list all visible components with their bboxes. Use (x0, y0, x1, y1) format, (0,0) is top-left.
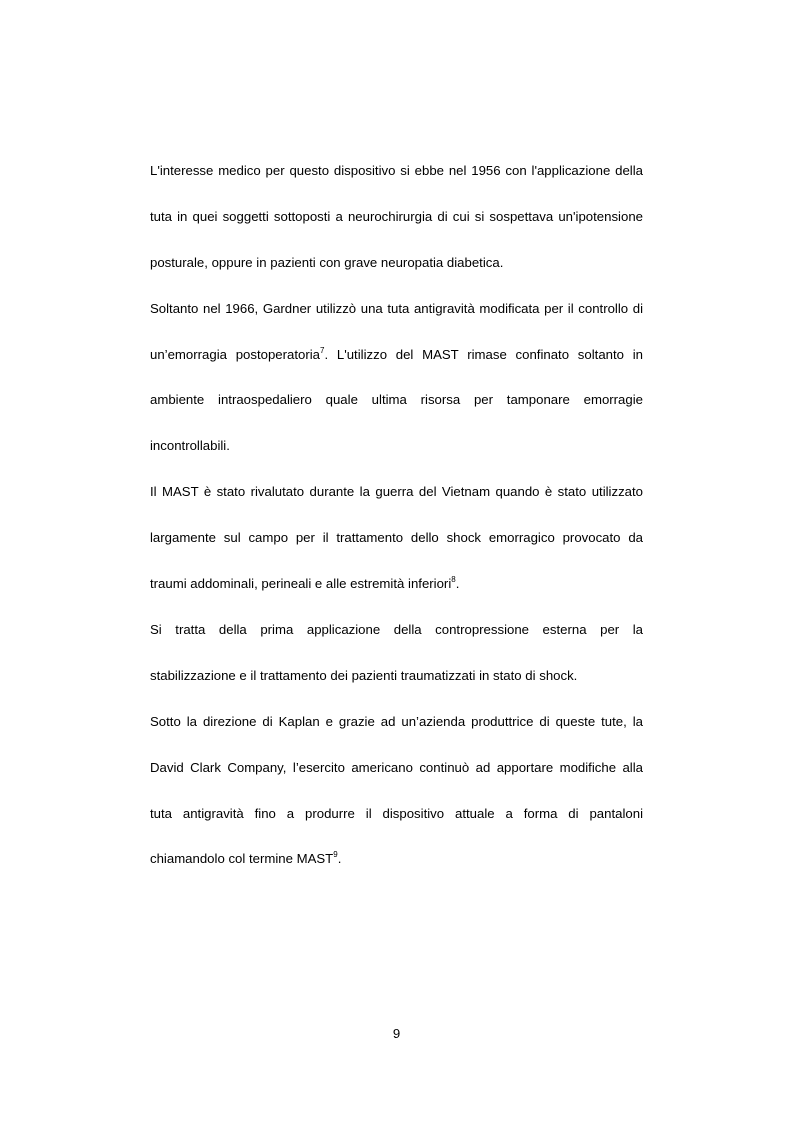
text-segment: . L'utilizzo del MAST rimase confinato soltanto in (324, 346, 643, 362)
text-segment: chiamandolo col termine MAST (150, 851, 334, 867)
paragraph-1 (150, 148, 643, 286)
text-line: tuta in quei soggetti sottoposti a neurochirurgia di cui si sospettava un'ipotensione (150, 208, 643, 224)
text-line (150, 561, 643, 607)
text-segment: traumi addominali, perineali e alle estremità inferiori (150, 576, 452, 592)
text-segment: . (337, 851, 342, 867)
text-line: largamente sul campo per il trattamento dello shock emorragico provocato da (150, 530, 643, 546)
footnote-ref-7[interactable]: 7 (320, 345, 325, 355)
paragraph-5 (150, 699, 643, 883)
text-line: stabilizzazione e il trattamento dei pazienti traumatizzati in stato di shock. (150, 667, 578, 683)
text-line: David Clark Company, l’esercito americano continuò ad apportare modifiche alla (150, 759, 643, 775)
text-line: Sotto la direzione di Kaplan e grazie ad un’azienda produttrice di queste tute, la (150, 713, 643, 729)
text-segment: . (455, 576, 460, 592)
text-line: Soltanto nel 1966, Gardner utilizzò una tuta antigravità modificata per il controllo di (150, 300, 643, 316)
paragraph-4 (150, 607, 643, 699)
paragraph-3 (150, 469, 643, 607)
text-line: tuta antigravità fino a produrre il dispositivo attuale a forma di pantaloni (150, 805, 643, 821)
text-segment: un’emorragia postoperatoria (150, 346, 321, 362)
text-line: Si tratta della prima applicazione della contropressione esterna per la (150, 621, 643, 637)
text-line (150, 836, 643, 882)
text-line: ambiente intraospedaliero quale ultima risorsa per tamponare emorragie (150, 392, 643, 408)
text-line (150, 332, 643, 378)
body-text (150, 148, 643, 882)
text-line: Il MAST è stato rivalutato durante la guerra del Vietnam quando è stato utilizzato (150, 484, 643, 500)
text-line: L'interesse medico per questo dispositivo si ebbe nel 1956 con l'applicazione della (150, 163, 643, 178)
text-line: incontrollabili. (150, 438, 230, 454)
footnote-ref-9[interactable]: 9 (333, 850, 338, 860)
footnote-ref-8[interactable]: 8 (451, 575, 456, 585)
text-line: posturale, oppure in pazienti con grave neuropatia diabetica. (150, 254, 504, 270)
paragraph-2 (150, 286, 643, 470)
page-number: 9 (392, 1026, 401, 1041)
